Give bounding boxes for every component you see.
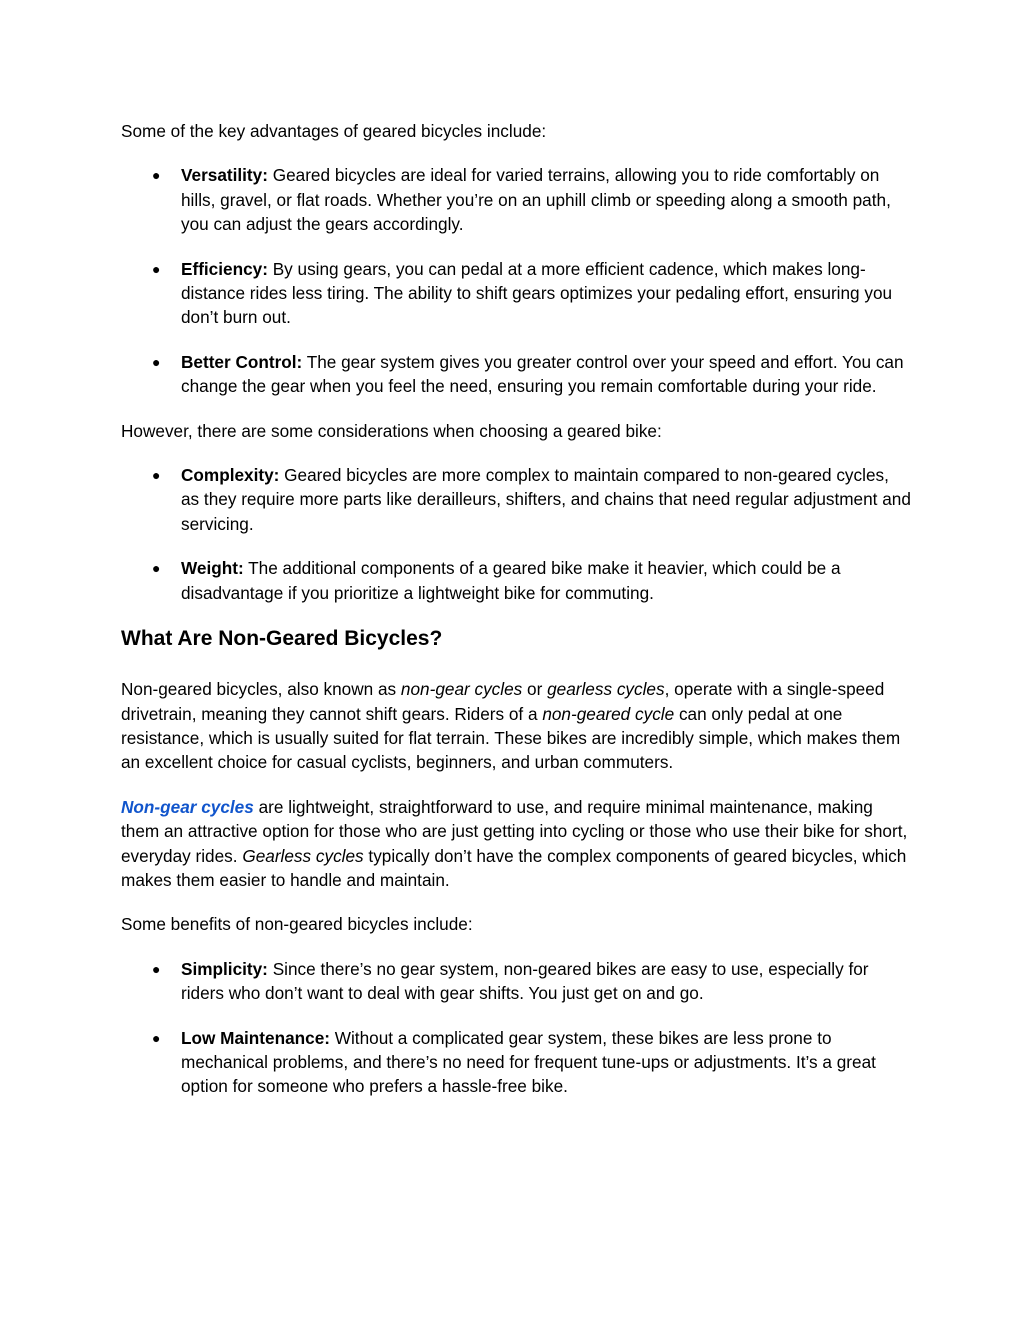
list-item	[121, 163, 911, 236]
item-term: Efficiency:	[181, 258, 268, 279]
item-term: Weight:	[181, 558, 244, 579]
bullet-icon: ●	[152, 960, 161, 977]
italic-term: non-gear cycles	[400, 679, 523, 700]
list-item	[121, 957, 911, 1006]
text-run: are lightweight, straightforward to use, and require minimal maintenance, making them an attractive option for those who are just getting into cycling or those who use their bike for short, everyday rides.	[121, 796, 908, 866]
link-paragraph	[121, 795, 911, 893]
text-run: typically don’t have the complex components of geared bicycles, which makes them easier to handle and maintain.	[121, 845, 907, 890]
item-term: Better Control:	[181, 351, 303, 372]
item-text: Geared bicycles are ideal for varied terrains, allowing you to ride comfortably on hills, gravel, or flat roads. Whether you’re on an uphill climb or speeding along a smooth path, you can adjust the gears accordingly.	[181, 165, 891, 235]
list-item	[121, 1026, 911, 1099]
item-text: Since there’s no gear system, non-geared bikes are easy to use, especially for riders who don’t want to deal with gear shifts. You just get on and go.	[181, 958, 869, 1004]
item-text: Without a complicated gear system, these bikes are less prone to mechanical problems, and there’s no need for frequent tune-ups or adjustments. It’s a great option for someone who prefers a hassle-free bike.	[181, 1027, 876, 1097]
non-gear-cycles-link[interactable]: Non-gear cycles	[121, 796, 254, 817]
item-text: The gear system gives you greater control over your speed and effort. You can change the gear when you feel the need, ensuring you remain comfortable during your ride.	[181, 351, 904, 397]
section-heading: What Are Non-Geared Bicycles?	[121, 627, 443, 651]
text-run: , operate with a single-speed drivetrain, meaning they cannot shift gears. Riders of a	[121, 679, 885, 724]
item-term: Versatility:	[181, 165, 268, 186]
item-term: Low Maintenance:	[181, 1027, 330, 1048]
considerations-list	[121, 463, 911, 605]
advantages-list	[121, 163, 911, 398]
item-term: Simplicity:	[181, 958, 268, 979]
benefits-intro: Some benefits of non-geared bicycles include:	[121, 914, 473, 935]
item-term: Complexity:	[181, 465, 280, 486]
document-page	[121, 119, 911, 1119]
bullet-icon: ●	[152, 353, 161, 370]
bullet-icon: ●	[152, 467, 161, 484]
bullet-icon: ●	[152, 560, 161, 577]
italic-term: gearless cycles	[547, 679, 665, 700]
text-run: or	[522, 679, 548, 700]
list-item	[121, 257, 911, 330]
item-text: The additional components of a geared bike make it heavier, which could be a disadvantage if you prioritize a lightweight bike for commuting.	[181, 558, 841, 603]
considerations-intro: However, there are some considerations when choosing a geared bike:	[121, 420, 662, 441]
nongeared-paragraph	[121, 677, 911, 775]
bullet-icon: ●	[152, 1029, 161, 1046]
item-text: By using gears, you can pedal at a more efficient cadence, which makes long-distance rides less tiring. The ability to shift gears optimizes your pedaling effort, ensuring you don’t burn out.	[181, 258, 893, 328]
list-item	[121, 350, 911, 399]
list-item	[121, 556, 911, 605]
text-run: can only pedal at one resistance, which is usually suited for flat terrain. These bikes are incredibly simple, which makes them an excellent choice for casual cyclists, beginners, and urban commuters.	[121, 703, 901, 773]
benefits-list	[121, 957, 911, 1099]
list-item	[121, 463, 911, 536]
text-run: Non-geared bicycles, also known as	[121, 679, 401, 700]
italic-term: Gearless cycles	[242, 845, 364, 866]
bullet-icon: ●	[152, 167, 161, 184]
advantages-intro: Some of the key advantages of geared bicycles include:	[121, 121, 547, 141]
item-text: Geared bicycles are more complex to maintain compared to non-geared cycles, as they require more parts like derailleurs, shifters, and chains that need regular adjustment and servicing.	[181, 465, 911, 534]
italic-term: non-geared cycle	[542, 703, 675, 724]
bullet-icon: ●	[152, 260, 161, 277]
